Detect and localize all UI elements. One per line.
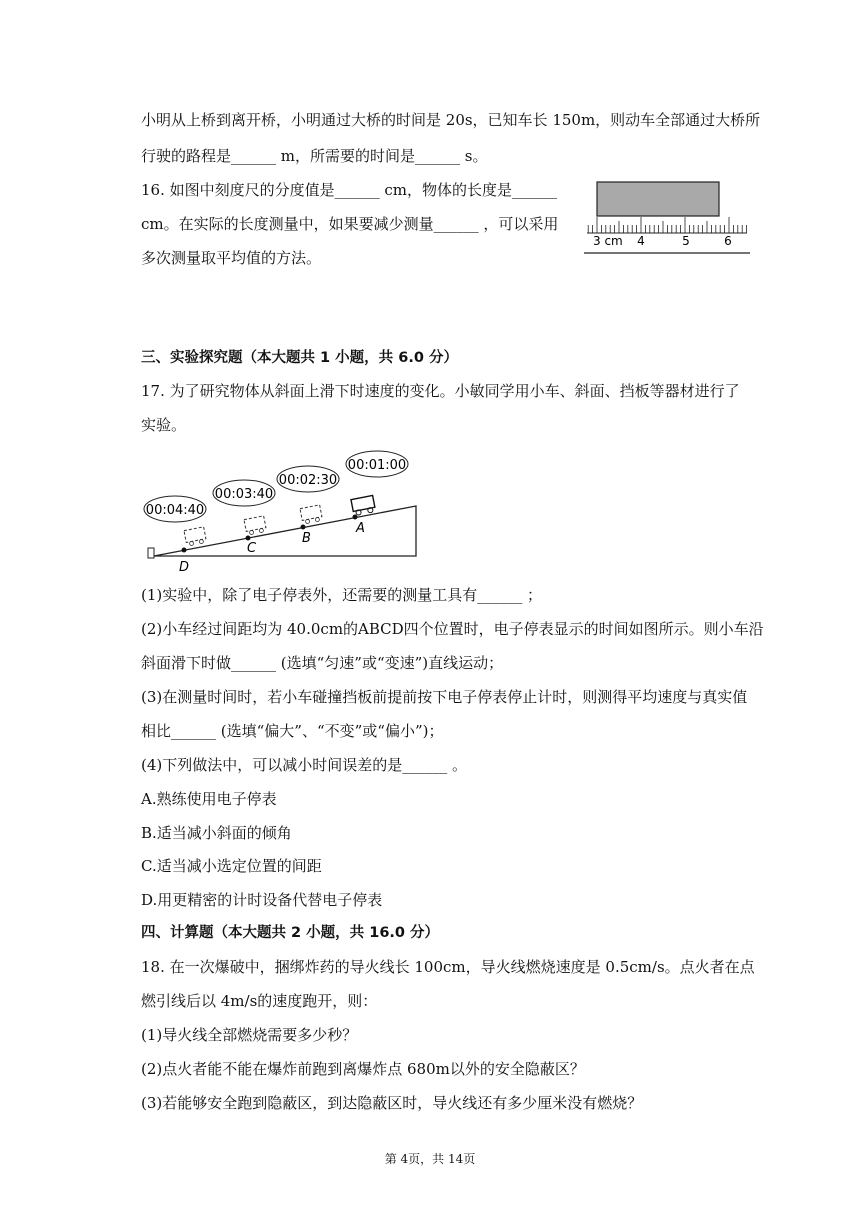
q17-line2: 实验。 (141, 416, 187, 434)
q16-line2: cm。在实际的长度测量中，如果要减少测量______ ，可以采用 (141, 215, 559, 233)
label-a: A (356, 521, 365, 536)
ruler-label-4: 4 (637, 234, 645, 248)
q18-line1: 18. 在一次爆破中，捆绑炸药的导火线长 100cm，导火线燃烧速度是 0.5cm/s。点火者在点 (141, 958, 755, 976)
q18-sub2: (2)点火者能不能在爆炸前跑到离爆炸点 680m以外的安全隐蔽区？ (141, 1060, 585, 1078)
q17-sub2b: 斜面滑下时做______ (选填“匀速”或“变速”)直线运动； (141, 654, 504, 672)
q17-line1: 17. 为了研究物体从斜面上滑下时速度的变化。小敏同学用小车、斜面、挡板等器材进行了 (141, 382, 740, 400)
measured-object (597, 182, 719, 216)
ruler-label-6: 6 (724, 234, 732, 248)
q17-sub3a: (3)在测量时间时，若小车碰撞挡板前提前按下电子停表停止计时，则测得平均速度与真实值 (141, 688, 748, 706)
label-b: B (302, 531, 311, 546)
label-d: D (179, 560, 190, 575)
point-b (301, 525, 306, 530)
q17-sub2a: (2)小车经过间距均为 40.0cm的ABCD四个位置时，电子停表显示的时间如图所示。则小车沿 (141, 620, 764, 638)
timer-c: 00:03:40 (214, 487, 274, 502)
q17-sub3b: 相比______ (选填“偏大”、“不变”或“偏小”)； (141, 722, 444, 740)
cart-c (244, 516, 267, 536)
label-c: C (247, 541, 257, 556)
q15-line1: 小明从上桥到离开桥，小明通过大桥的时间是 20s，已知车长 150m，则动车全部通过大桥所 (141, 111, 761, 129)
q17-option-c: C.适当减小选定位置的间距 (141, 857, 322, 875)
point-c (246, 536, 251, 541)
q16-line1: 16. 如图中刻度尺的分度值是______ cm，物体的长度是______ (141, 181, 558, 199)
ruler-label-5: 5 (682, 234, 690, 248)
q17-option-b: B.适当减小斜面的倾角 (141, 824, 292, 842)
cart-a (351, 495, 376, 515)
section4-heading: 四、计算题（本大题共 2 小题，共 16.0 分） (141, 925, 440, 941)
timer-b: 00:02:30 (278, 473, 338, 488)
q17-sub4: (4)下列做法中，可以减小时间误差的是______ 。 (141, 756, 468, 774)
point-a (353, 515, 358, 520)
point-d (182, 548, 187, 553)
q18-sub3: (3)若能够安全跑到隐蔽区，到达隐蔽区时，导火线还有多少厘米没有燃烧？ (141, 1094, 643, 1112)
page-footer: 第 4页，共 14页 (384, 1152, 476, 1166)
q16-line3: 多次测量取平均值的方法。 (141, 249, 322, 267)
q17-sub1: (1)实验中，除了电子停表外，还需要的测量工具有______ ； (141, 586, 543, 604)
q18-line2: 燃引线后以 4m/s的速度跑开，则： (141, 992, 378, 1010)
section3-heading: 三、实验探究题（本大题共 1 小题，共 6.0 分） (141, 350, 458, 366)
q17-option-a: A.熟练使用电子停表 (141, 790, 277, 808)
q17-option-d: D.用更精密的计时设备代替电子停表 (141, 891, 383, 909)
incline-figure (140, 450, 430, 580)
cart-b (300, 505, 323, 525)
ruler-ticks (588, 217, 746, 233)
cart-d (184, 527, 207, 547)
q15-line2: 行驶的路程是______ m，所需要的时间是______ s。 (141, 147, 488, 165)
ruler-figure (582, 178, 752, 258)
barrier (148, 548, 154, 558)
timer-a: 00:01:00 (347, 458, 407, 473)
q18-sub1: (1)导火线全部燃烧需要多少秒？ (141, 1026, 358, 1044)
timer-d: 00:04:40 (145, 503, 205, 518)
ruler-label-3cm: 3 cm (593, 234, 623, 248)
